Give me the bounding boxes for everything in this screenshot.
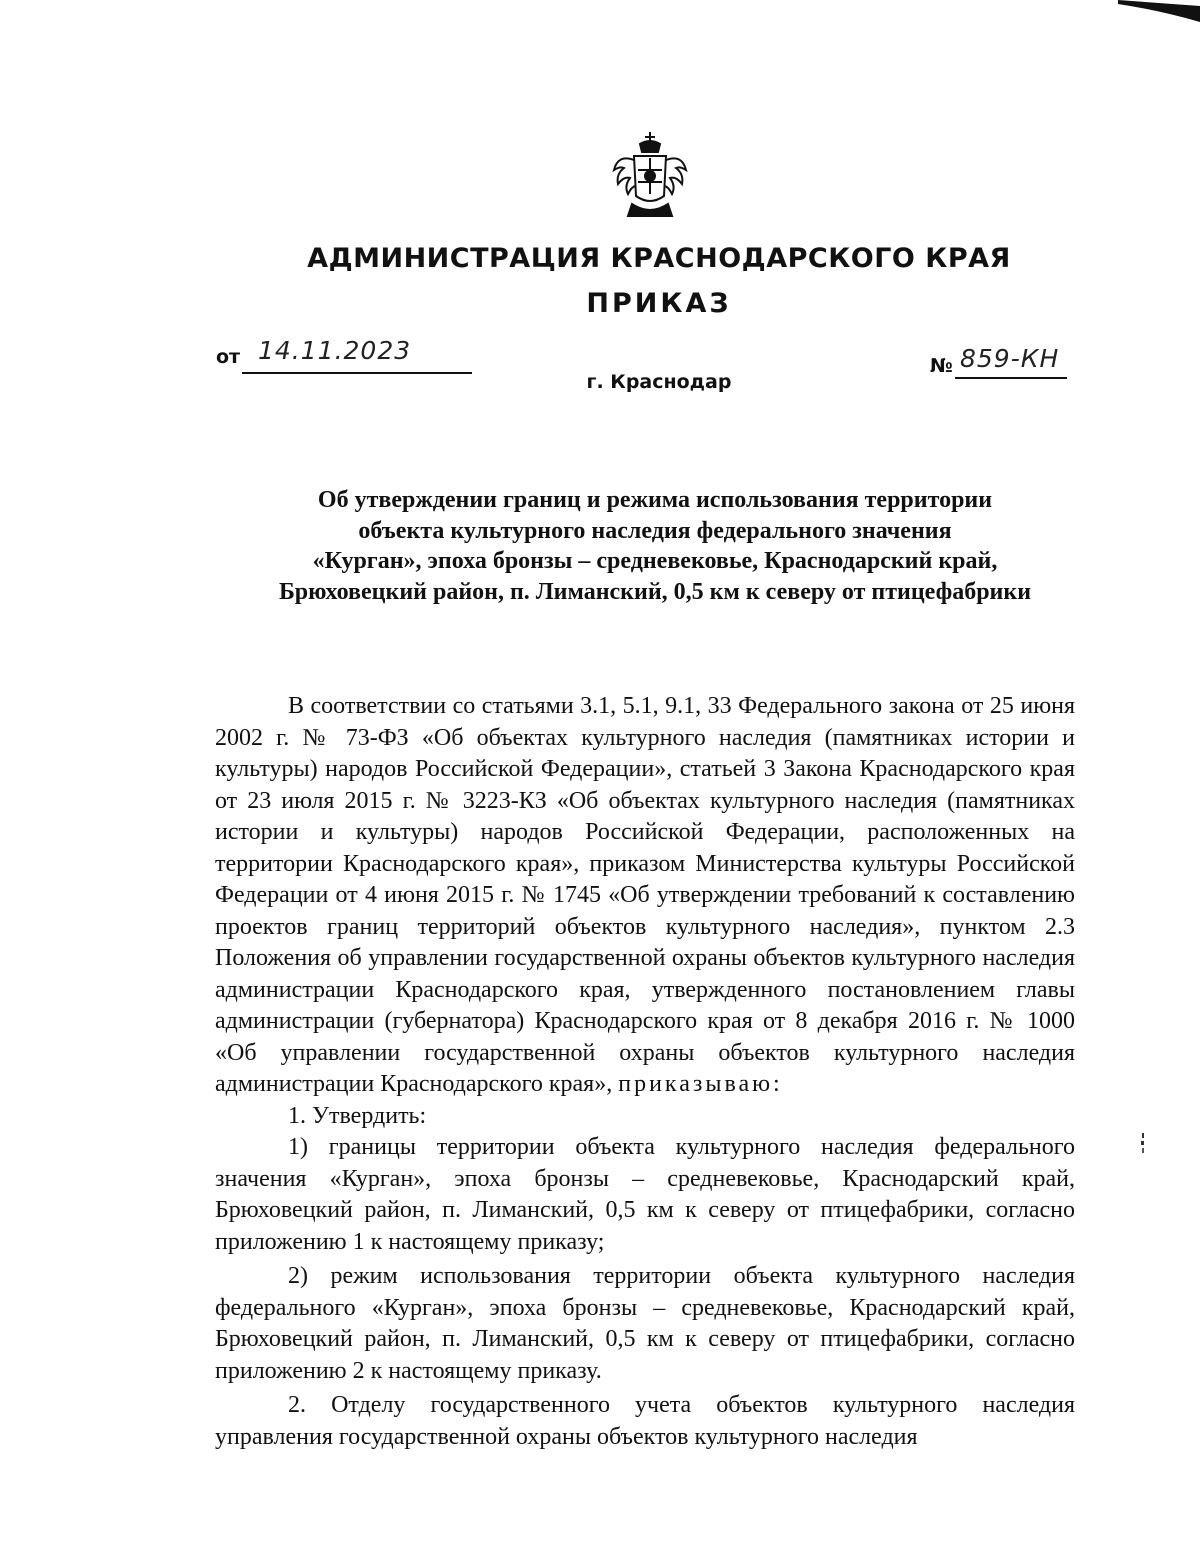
preamble-paragraph [215,691,1075,1101]
organization-name: АДМИНИСТРАЦИЯ КРАСНОДАРСКОГО КРАЯ [307,243,1011,274]
title-line: Об утверждении границ и режима использования территории [317,487,993,513]
item-1-1: 1) границы территории объекта культурного наследия федерального значения «Курган», эпоха бронзы – средневековье, Краснодарский край, Брюховецкий район, п. Лиманский, 0,5 км к северу от птицефабрики, согласно приложению 1 к настоящему приказу; [215,1134,1075,1255]
date-handwritten: 14.11.2023 [258,336,412,365]
item-2: 2. Отделу государственного учета объектов культурного наследия управления государственной охраны объектов культурного наследия [215,1392,1075,1450]
document-type: ПРИКАЗ [586,288,732,319]
title-line: объекта культурного наследия федерального значения [358,517,952,544]
coat-of-arms-emblem [612,130,688,220]
date-label: от [216,346,241,368]
title-line: Брюховецкий район, п. Лиманский, 0,5 км к северу от птицефабрики [278,578,1032,605]
scan-speck [1140,1133,1146,1155]
preamble-text: В соответствии со статьями 3.1, 5.1, 9.1, 33 Федерального закона от 25 июня 2002 г. № 73-ФЗ «Об объектах культурного наследия (памятниках истории и культуры) народов Российской Федерации», статьей 3 Закона Краснодарского края от 23 июля 2015 г. № 3223-КЗ «Об объектах культурного наследия (памятниках истории и культуры) народов Российской Федерации, расположенных на территории Краснодарского края», приказом Министерства культуры Российской Федерации от 4 июня 2015 г. № 1745 «Об утверждении требований к составлению проектов границ территорий объектов культурного наследия», пунктом 2.3 Положения об управлении государственной охраны объектов культурного наследия администрации Краснодарского края, утвержденного постановлением главы администрации (губернатора) Краснодарского края от 8 декабря 2016 г. № 1000 «Об управлении государственной охраны объектов культурного наследия администрации Краснодарского края», [215,693,1075,1097]
title-line: «Курган», эпоха бронзы – средневековье, Краснодарский край, [312,548,998,574]
document-body [215,691,1075,1453]
number-label: № [930,355,953,377]
city-name: г. Краснодар [586,371,732,393]
item-1-2: 2) режим использования территории объекта культурного наследия федерального «Курган», эпоха бронзы – средневековье, Краснодарский край, Брюховецкий район, п. Лиманский, 0,5 км к северу от птицефабрики, согласно приложению 2 к настоящему приказу. [215,1263,1075,1384]
scan-edge-mark [1118,0,1200,22]
item-1: 1. Утвердить: [288,1102,427,1129]
order-word: приказываю: [618,1071,783,1097]
document-title [215,485,1095,607]
number-handwritten: 859-КН [960,344,1060,373]
